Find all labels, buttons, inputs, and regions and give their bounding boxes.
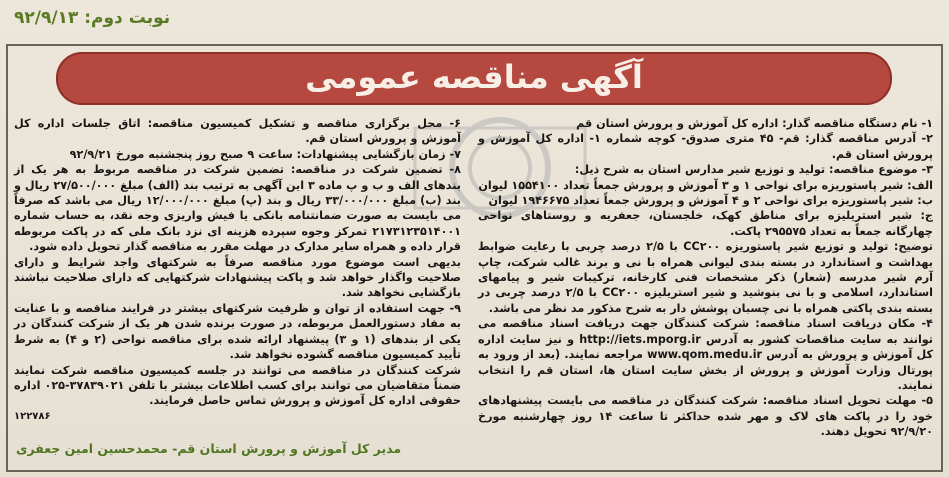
- ad-title: آگهی مناقصه عمومی: [305, 58, 643, 96]
- item-subject-c: ج: شیر استریلیزه برای مناطق کهک، خلجستان، جعفریه و روستاهای نواحی چهارگانه جمعاً به تعداد ۲۹۵۵۷۵ پاکت.: [478, 209, 933, 238]
- item-guarantee: ۸- تضمین شرکت در مناقصه: تضمین شرکت در مناقصه مربوط به هر یک از بندهای الف و ب و پ ماده ۳ این آگهی به ترتیب بند (الف) مبلغ ۲۷/۵۰۰/۰۰۰ ریال و بند (ب) مبلغ ۳۳/۰۰۰/۰۰۰ ریال و بند (پ) مبلغ ۱۲/۰۰۰/۰۰۰ ریال می باشد که صرفاً می بایست به صورت ضمانتنامه بانکی یا فیش واریزی وجه نقد، به حساب شماره ۲۱۷۳۱۲۳۵۱۴۰۰۱ تمرکز وجوه سپرده هزینه ای نزد بانک ملی که در پاکت مربوطه قرار داده و همراه سایر مدارک در مهلت مقرر به مناقصه گذار تحویل داده شود.: [14, 163, 461, 254]
- item-venue: ۶- محل برگزاری مناقصه و تشکیل کمیسیون مناقصه: اتاق جلسات اداره کل آموزش و پرورش استان قم.: [14, 117, 461, 146]
- item-description: توضیح: تولید و توزیع شیر پاستوریزه CC۲۰۰ با ۲/۵ درصد چربی با رعایت ضوابط بهداشت و استاندارد در بسته بندی لیوانی همراه با نی و برند غالب شرکت، چاپ آرم شیر مدرسه (شعار) ذکر مشخصات فنی کارخانه، ترکیبات شیر و پیامهای استاندارد، اسلامی و با نی بنوشید و شیر استریلیزه CC۲۰۰ با ۲/۵ درصد چربی در بسته بندی پاکتی همراه با نی چسبان پوشش دار به شرح مذکور مد نظر می باشد.: [478, 240, 933, 315]
- item-subject-a: الف: شیر پاستوریزه برای نواحی ۱ و ۳ آموزش و پرورش جمعاً تعداد ۱۵۵۴۱۰۰ لیوان: [478, 178, 933, 192]
- publication-round: نوبت دوم: ۹۲/۹/۱۳: [14, 8, 171, 28]
- right-column: [478, 116, 933, 440]
- item-address: ۲- آدرس مناقصه گذار: قم- ۴۵ متری صدوق- کوچه شماره ۱- اداره کل آموزش و پرورش استان قم.: [478, 132, 933, 161]
- title-banner: [56, 52, 892, 105]
- left-column: [14, 116, 461, 424]
- item-subject: ۳- موضوع مناقصه: تولید و توزیع شیر مدارس استان به شرح ذیل:: [574, 163, 933, 177]
- ad-code: ۱۲۲۷۸۶: [14, 410, 51, 422]
- item-subject-b: ب: شیر پاستوریزه برای نواحی ۲ و ۴ آموزش و پرورش جمعاً تعداد ۱۹۴۶۶۷۵ لیوان: [488, 194, 933, 208]
- item-capacity-clause: ۹- جهت استفاده از توان و ظرفیت شرکتهای بیشتر در فرایند مناقصه و با عنایت به مفاد دستورالعمل مربوطه، در صورت برنده شدن هر یک از شرکت کنندگان در یکی از بندهای (۱ و ۳) پیشنهاد ارائه شده برای مناقصه نواحی (۲ و ۴) به شرط تأیید کمیسیون مناقصه گشوده نخواهد شد.: [14, 301, 462, 362]
- item-document-location: ۴- مکان دریافت اسناد مناقصه: شرکت کنندگان جهت دریافت اسناد مناقصه می توانند به سایت مناقصات کشور به آدرس http://iets.mporg.ir و نیز سایت اداره کل آموزش و پرورش به آدرس www.qom.medu.ir مراجعه نمایند. (بعد از ورود به پورتال وزارت آموزش و پرورش از بخش سایت استان ها، استان قم را انتخاب نمایند.: [478, 317, 934, 392]
- item-contact-info: شرکت کنندگان در مناقصه می توانند در جلسه کمیسیون مناقصه شرکت نمایند ضمناً متقاضیان می توانند برای کسب اطلاعات بیشتر با تلفن ۳۷۸۳۹۰۲۱-۰۲۵ اداره حقوقی اداره کل آموزش و پرورش تماس حاصل فرمایند.: [14, 363, 461, 408]
- item-eligibility-note: بدیهی است موضوع مورد مناقصه صرفاً به شرکتهای واجد شرایط و دارای صلاحیت واگذار خواهد شد و پاکت پیشنهادات شرکتهایی که دارای صلاحیت نباشند بازگشایی نخواهد شد.: [14, 255, 461, 300]
- item-organizer: ۱- نام دستگاه مناقصه گذار: اداره کل آموزش و پرورش استان قم: [576, 117, 933, 130]
- item-opening-time: ۷- زمان بازگشایی پیشنهادات: ساعت ۹ صبح روز پنجشنبه مورخ ۹۲/۹/۲۱: [69, 147, 461, 161]
- signature-line: مدیر کل آموزش و پرورش استان قم- محمدحسین امین جعفری: [16, 441, 402, 456]
- item-deadline: ۵- مهلت تحویل اسناد مناقصه: شرکت کنندگان در مناقصه می بایست پیشنهادهای خود را در پاکت های لاک و مهر شده حداکثر تا ساعت ۱۴ روز چهارشنبه مورخ ۹۲/۹/۲۰ تحویل دهند.: [478, 394, 933, 439]
